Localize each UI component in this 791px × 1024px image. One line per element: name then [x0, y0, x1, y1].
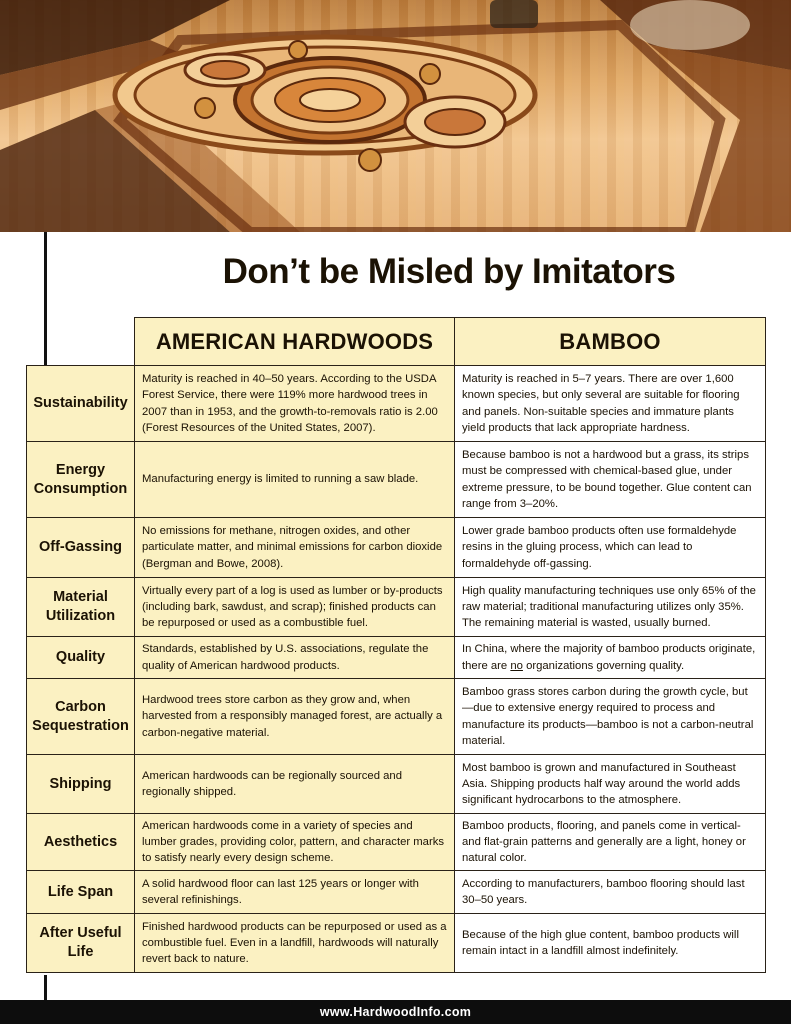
- bamboo-quality-text-after: organizations governing quality.: [522, 659, 685, 672]
- bamboo-cell: [455, 637, 766, 679]
- row-label: After Useful Life: [27, 914, 135, 973]
- table-row: [27, 871, 766, 914]
- table-row: [27, 518, 766, 578]
- row-label: Quality: [27, 637, 135, 679]
- hardwoods-cell: Standards, established by U.S. associations, regulate the quality of American hardwood products.: [135, 637, 455, 679]
- hardwoods-cell: No emissions for methane, nitrogen oxides, and other particulate matter, and minimal emissions for carbon dioxide (Bergman and Bowe, 2008).: [135, 518, 455, 578]
- floor-medallion-illustration: [0, 0, 791, 232]
- header-blank-cell: [27, 318, 135, 366]
- column-header-hardwoods: AMERICAN HARDWOODS: [135, 318, 455, 366]
- table-row: [27, 814, 766, 871]
- hardwoods-cell: Manufacturing energy is limited to running a saw blade.: [135, 442, 455, 518]
- row-label: Aesthetics: [27, 814, 135, 871]
- bamboo-cell: Maturity is reached in 5–7 years. There are over 1,600 known species, but only several are suitable for flooring and panels. Non-suitable species and immature plants yield products that lack appropriate hardness.: [455, 366, 766, 442]
- row-label: Life Span: [27, 871, 135, 914]
- bamboo-quality-text-before: In China, where the majority of bamboo products originate, there are: [462, 643, 756, 672]
- table-row: [27, 679, 766, 755]
- table-row: [27, 914, 766, 973]
- table-row: [27, 637, 766, 679]
- row-label: Energy Consumption: [27, 442, 135, 518]
- page-title: Don’t be Misled by Imitators: [222, 252, 676, 291]
- bamboo-cell: Bamboo products, flooring, and panels come in vertical- and flat-grain patterns and generally are a light, honey or natural color.: [455, 814, 766, 871]
- hardwoods-cell: Hardwood trees store carbon as they grow and, when harvested from a responsibly managed forest, are actually a carbon-negative material.: [135, 679, 455, 755]
- footer-url-link[interactable]: www.HardwoodInfo.com: [319, 1005, 472, 1019]
- bamboo-quality-emphasis: no: [510, 659, 523, 672]
- hardwoods-cell: Virtually every part of a log is used as lumber or by-products (including bark, sawdust, and scrap); finished products can be repurposed or used as a combustible fuel.: [135, 578, 455, 637]
- bamboo-cell: According to manufacturers, bamboo flooring should last 30–50 years.: [455, 871, 766, 914]
- bamboo-cell: Because bamboo is not a hardwood but a grass, its strips must be compressed with chemical-based glue, under extreme pressure, to be bound together. Glue content can range from 3–20%.: [455, 442, 766, 518]
- hardwoods-cell: Finished hardwood products can be repurposed or used as a combustible fuel. Even in a landfill, hardwoods will naturally revert back to nature.: [135, 914, 455, 973]
- table-row: [27, 366, 766, 442]
- bamboo-cell: Bamboo grass stores carbon during the growth cycle, but—due to extensive energy required to process and manufacture its products—bamboo is not a carbon-neutral material.: [455, 679, 766, 755]
- row-label: Carbon Sequestration: [27, 679, 135, 755]
- row-label: Material Utilization: [27, 578, 135, 637]
- row-label: Shipping: [27, 755, 135, 814]
- table-row: [27, 442, 766, 518]
- table-row: [27, 755, 766, 814]
- row-label: Off-Gassing: [27, 518, 135, 578]
- bamboo-cell: Because of the high glue content, bamboo products will remain intact in a landfill almost indefinitely.: [455, 914, 766, 973]
- hardwoods-cell: American hardwoods come in a variety of species and lumber grades, providing color, pattern, and character marks to satisfy nearly every design scheme.: [135, 814, 455, 871]
- table-row: [27, 578, 766, 637]
- hardwoods-cell: Maturity is reached in 40–50 years. According to the USDA Forest Service, there were 119% more hardwood trees in 2007 than in 1953, and the growth-to-removals ratio is 2.00 (Forest Resources of the United States, 2007).: [135, 366, 455, 442]
- comparison-table: [26, 317, 766, 973]
- table-header-row: [27, 318, 766, 366]
- bamboo-cell: High quality manufacturing techniques use only 65% of the raw material; traditional manufacturing utilizes only 35%. The remaining material is wasted, usually burned.: [455, 578, 766, 637]
- hero-photo: [0, 0, 791, 232]
- footer-bar: [0, 1000, 791, 1024]
- hardwoods-cell: American hardwoods can be regionally sourced and regionally shipped.: [135, 755, 455, 814]
- row-label: Sustainability: [27, 366, 135, 442]
- left-rule-bottom: [44, 975, 47, 1000]
- bamboo-cell: Most bamboo is grown and manufactured in Southeast Asia. Shipping products half way around the world adds significant hydrocarbons to the atmosphere.: [455, 755, 766, 814]
- bamboo-cell: Lower grade bamboo products often use formaldehyde resins in the gluing process, which can lead to formaldehyde off-gassing.: [455, 518, 766, 578]
- column-header-bamboo: BAMBOO: [455, 318, 766, 366]
- hardwoods-cell: A solid hardwood floor can last 125 years or longer with several refinishings.: [135, 871, 455, 914]
